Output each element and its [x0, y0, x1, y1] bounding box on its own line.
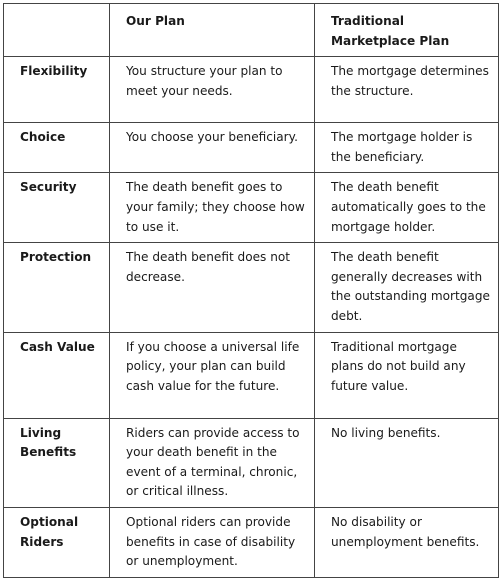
row-label-protection: Protection	[4, 243, 110, 332]
header-blank-cell	[4, 4, 110, 57]
table-row	[4, 418, 499, 507]
our-plan-cell: You choose your beneficiary.	[110, 123, 315, 173]
table-row	[4, 57, 499, 123]
our-plan-cell: You structure your plan to meet your needs.	[110, 57, 315, 123]
row-label-choice: Choice	[4, 123, 110, 173]
row-label-flexibility: Flexibility	[4, 57, 110, 123]
our-plan-cell: The death benefit does not decrease.	[110, 243, 315, 332]
header-traditional-plan: Traditional Marketplace Plan	[315, 4, 499, 57]
row-label-living-benefits: Living Benefits	[4, 418, 110, 507]
row-label-security: Security	[4, 173, 110, 243]
header-our-plan: Our Plan	[110, 4, 315, 57]
row-label-cash-value: Cash Value	[4, 332, 110, 418]
table-header-row	[4, 4, 499, 57]
comparison-table	[3, 3, 499, 578]
traditional-cell: The mortgage determines the structure.	[315, 57, 499, 123]
traditional-cell: The death benefit generally decreases with the outstanding mortgage debt.	[315, 243, 499, 332]
traditional-cell: Traditional mortgage plans do not build any future value.	[315, 332, 499, 418]
table-row	[4, 332, 499, 418]
our-plan-cell: Riders can provide access to your death benefit in the event of a terminal, chronic, or critical illness.	[110, 418, 315, 507]
table-row	[4, 123, 499, 173]
our-plan-cell: The death benefit goes to your family; they choose how to use it.	[110, 173, 315, 243]
table-row	[4, 507, 499, 577]
table-row	[4, 173, 499, 243]
our-plan-cell: If you choose a universal life policy, your plan can build cash value for the future.	[110, 332, 315, 418]
traditional-cell: The mortgage holder is the beneficiary.	[315, 123, 499, 173]
row-label-optional-riders: Optional Riders	[4, 507, 110, 577]
traditional-cell: No disability or unemployment benefits.	[315, 507, 499, 577]
traditional-cell: No living benefits.	[315, 418, 499, 507]
our-plan-cell: Optional riders can provide benefits in case of disability or unemployment.	[110, 507, 315, 577]
table-row	[4, 243, 499, 332]
traditional-cell: The death benefit automatically goes to the mortgage holder.	[315, 173, 499, 243]
